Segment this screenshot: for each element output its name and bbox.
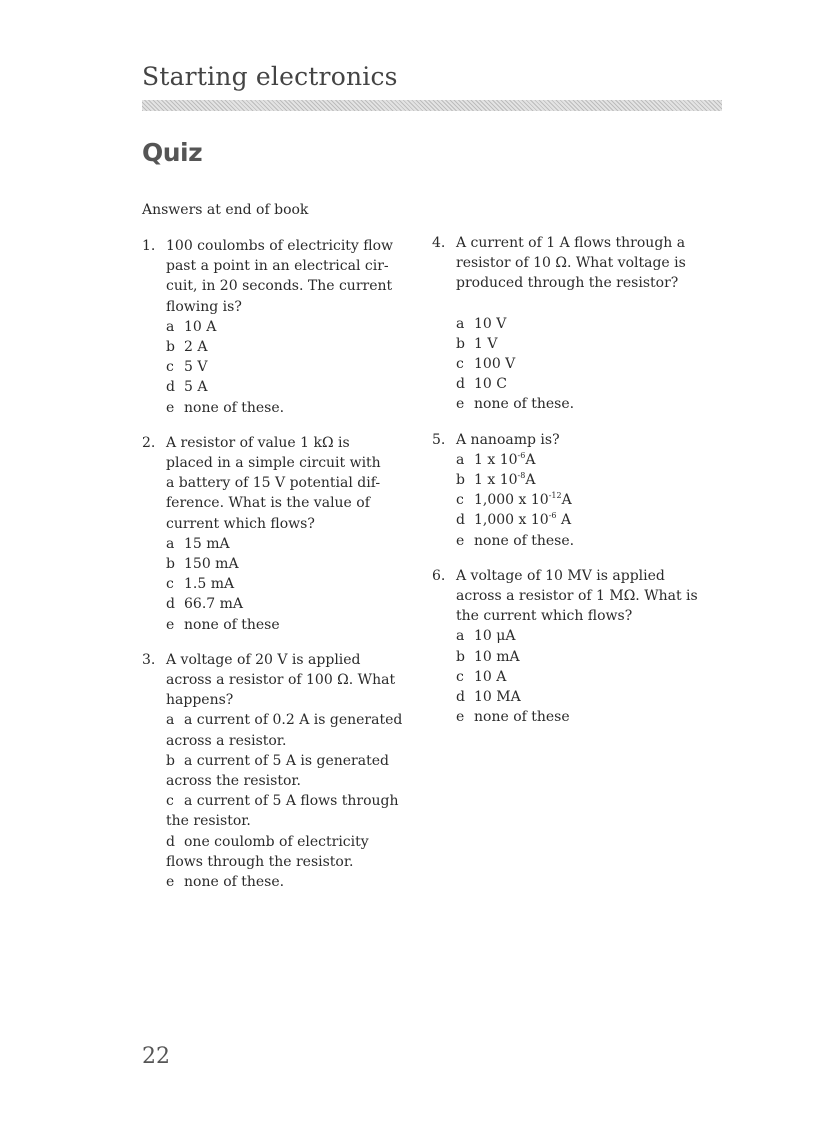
option-letter: c: [166, 576, 174, 593]
option-letter: b: [166, 556, 175, 573]
option-exponent: -6: [517, 450, 526, 460]
stem-line: past a point in an electrical cir-: [166, 258, 389, 275]
option-letter: a: [456, 315, 465, 332]
question-stem: [166, 433, 422, 534]
section-title: Quiz: [142, 138, 203, 167]
stem-line: the current which flows?: [456, 608, 633, 625]
option-text: one coulomb of electricity: [184, 833, 369, 850]
option-text: a current of 5 A flows through: [184, 793, 399, 810]
option-letter: a: [166, 318, 175, 335]
option-b: [166, 337, 422, 357]
option-d: [166, 377, 422, 397]
option-letter: c: [456, 356, 464, 373]
option-e: [456, 531, 712, 551]
question-3: [142, 650, 422, 892]
stem-line: 100 coulombs of electricity flow: [166, 238, 394, 254]
option-letter: d: [456, 512, 465, 529]
option-b: [456, 647, 712, 667]
option-letter: a: [166, 712, 175, 729]
question-number: 3.: [142, 651, 156, 668]
option-e: [166, 615, 422, 635]
option-letter: e: [456, 396, 465, 413]
option-e: [456, 707, 712, 727]
option-base: 1 x 10: [474, 472, 518, 489]
option-line: across the resistor.: [166, 773, 301, 790]
option-text: 1 V: [474, 335, 498, 352]
page-number: 22: [142, 1044, 170, 1069]
option-letter: d: [166, 833, 175, 850]
option-d: [456, 374, 712, 394]
question-number: 1.: [142, 238, 156, 254]
stem-line: placed in a simple circuit with: [166, 455, 381, 472]
option-line: [166, 832, 422, 852]
option-text: none of these: [184, 616, 280, 633]
option-text: none of these: [474, 709, 570, 726]
option-d: [166, 832, 422, 872]
stem-line: resistor of 10 Ω. What voltage is: [456, 255, 686, 272]
option-d: [456, 510, 712, 530]
option-exponent: -8: [517, 471, 526, 481]
option-letter: e: [456, 532, 465, 549]
option-letter: d: [166, 379, 175, 396]
question-2: [142, 433, 422, 635]
stem-line: A nanoamp is?: [456, 431, 560, 448]
option-letter: a: [456, 451, 465, 468]
stem-line: produced through the resistor?: [456, 275, 679, 292]
option-letter: b: [456, 472, 465, 489]
option-line: across a resistor.: [166, 732, 287, 749]
option-unit: A: [561, 492, 572, 509]
option-text: none of these.: [474, 532, 575, 549]
option-text: none of these.: [474, 396, 575, 413]
option-c: [166, 574, 422, 594]
option-letter: c: [456, 668, 464, 685]
option-text: 10 μA: [474, 628, 516, 645]
option-letter: a: [166, 535, 175, 552]
question-stem: [166, 650, 422, 711]
option-text: 5 A: [184, 379, 208, 396]
option-letter: b: [166, 339, 175, 356]
question-1: [142, 236, 422, 418]
option-e: [166, 872, 422, 892]
option-a: [166, 534, 422, 554]
stem-line: A resistor of value 1 kΩ is: [166, 434, 350, 451]
running-title: Starting electronics: [142, 62, 398, 91]
question-5: [432, 430, 712, 551]
option-letter: c: [166, 359, 174, 376]
stem-line: ference. What is the value of: [166, 495, 370, 512]
option-b: [166, 751, 422, 791]
option-text: 10 V: [474, 315, 507, 332]
option-c: [456, 667, 712, 687]
question-4: [432, 233, 712, 415]
option-base: 1 x 10: [474, 451, 518, 468]
option-c: [166, 357, 422, 377]
option-unit: A: [525, 472, 536, 489]
stem-line: across a resistor of 1 MΩ. What is: [456, 588, 698, 605]
option-text: 100 V: [474, 356, 516, 373]
question-number: 4.: [432, 235, 446, 251]
option-line: [166, 872, 422, 892]
option-a: [456, 450, 712, 470]
option-text: a current of 0.2 A is generated: [184, 712, 403, 729]
stem-line: across a resistor of 100 Ω. What: [166, 672, 396, 689]
option-letter: c: [456, 492, 464, 509]
option-letter: d: [166, 596, 175, 613]
option-letter: d: [456, 376, 465, 393]
option-text: 5 V: [184, 359, 208, 376]
option-line: [166, 710, 422, 730]
option-exponent: -12: [548, 491, 562, 501]
option-letter: e: [166, 616, 175, 633]
stem-line: A voltage of 10 MV is applied: [456, 567, 665, 584]
question-6: [432, 566, 712, 728]
option-c: [166, 791, 422, 831]
option-d: [166, 594, 422, 614]
intro-text: Answers at end of book: [142, 202, 309, 218]
question-stem: [456, 233, 712, 294]
stem-line: happens?: [166, 692, 234, 709]
question-stem: [456, 566, 712, 627]
right-column: [432, 233, 712, 727]
question-number: 5.: [432, 431, 446, 448]
header-rule: [142, 100, 722, 111]
option-text: 10 MA: [474, 689, 521, 706]
option-letter: e: [166, 399, 175, 416]
question-stem: [166, 236, 422, 317]
option-a: [456, 314, 712, 334]
option-letter: b: [456, 648, 465, 665]
stem-line: cuit, in 20 seconds. The current: [166, 278, 393, 295]
option-line: the resistor.: [166, 813, 251, 830]
question-stem: [456, 430, 712, 450]
option-a: [166, 317, 422, 337]
option-text: none of these.: [184, 399, 285, 416]
option-text: 1.5 mA: [184, 576, 235, 593]
option-c: [456, 490, 712, 510]
stem-line: A voltage of 20 V is applied: [166, 651, 361, 668]
option-text: 150 mA: [184, 556, 239, 573]
stem-line: flowing is?: [166, 298, 242, 315]
option-letter: e: [456, 709, 465, 726]
option-text: a current of 5 A is generated: [184, 752, 389, 769]
option-text: 2 A: [184, 339, 208, 356]
option-line: [166, 791, 422, 811]
option-unit: A: [556, 512, 572, 529]
option-text: 10 C: [474, 376, 507, 393]
left-column: [142, 236, 422, 892]
option-a: [166, 710, 422, 750]
option-text: 15 mA: [184, 535, 230, 552]
option-unit: A: [525, 451, 536, 468]
option-c: [456, 354, 712, 374]
option-b: [456, 334, 712, 354]
option-e: [456, 394, 712, 414]
option-text: 10 A: [184, 318, 217, 335]
option-text: none of these.: [184, 874, 285, 891]
option-text: 10 A: [474, 668, 507, 685]
option-letter: d: [456, 689, 465, 706]
option-text: 10 mA: [474, 648, 520, 665]
option-letter: e: [166, 874, 175, 891]
option-letter: a: [456, 628, 465, 645]
question-number: 2.: [142, 434, 156, 451]
option-line: [166, 751, 422, 771]
option-line: flows through the resistor.: [166, 853, 354, 870]
option-exponent: -6: [548, 511, 557, 521]
option-e: [166, 398, 422, 418]
stem-line: A current of 1 A flows through a: [456, 235, 686, 251]
question-number: 6.: [432, 567, 446, 584]
option-letter: b: [456, 335, 465, 352]
stem-line: a battery of 15 V potential dif-: [166, 475, 381, 492]
option-letter: c: [166, 793, 174, 810]
option-a: [456, 626, 712, 646]
option-base: 1,000 x 10: [474, 492, 549, 509]
option-base: 1,000 x 10: [474, 512, 549, 529]
option-b: [166, 554, 422, 574]
option-letter: b: [166, 752, 175, 769]
option-d: [456, 687, 712, 707]
option-text: 66.7 mA: [184, 596, 244, 613]
option-b: [456, 470, 712, 490]
stem-line: current which flows?: [166, 515, 315, 532]
